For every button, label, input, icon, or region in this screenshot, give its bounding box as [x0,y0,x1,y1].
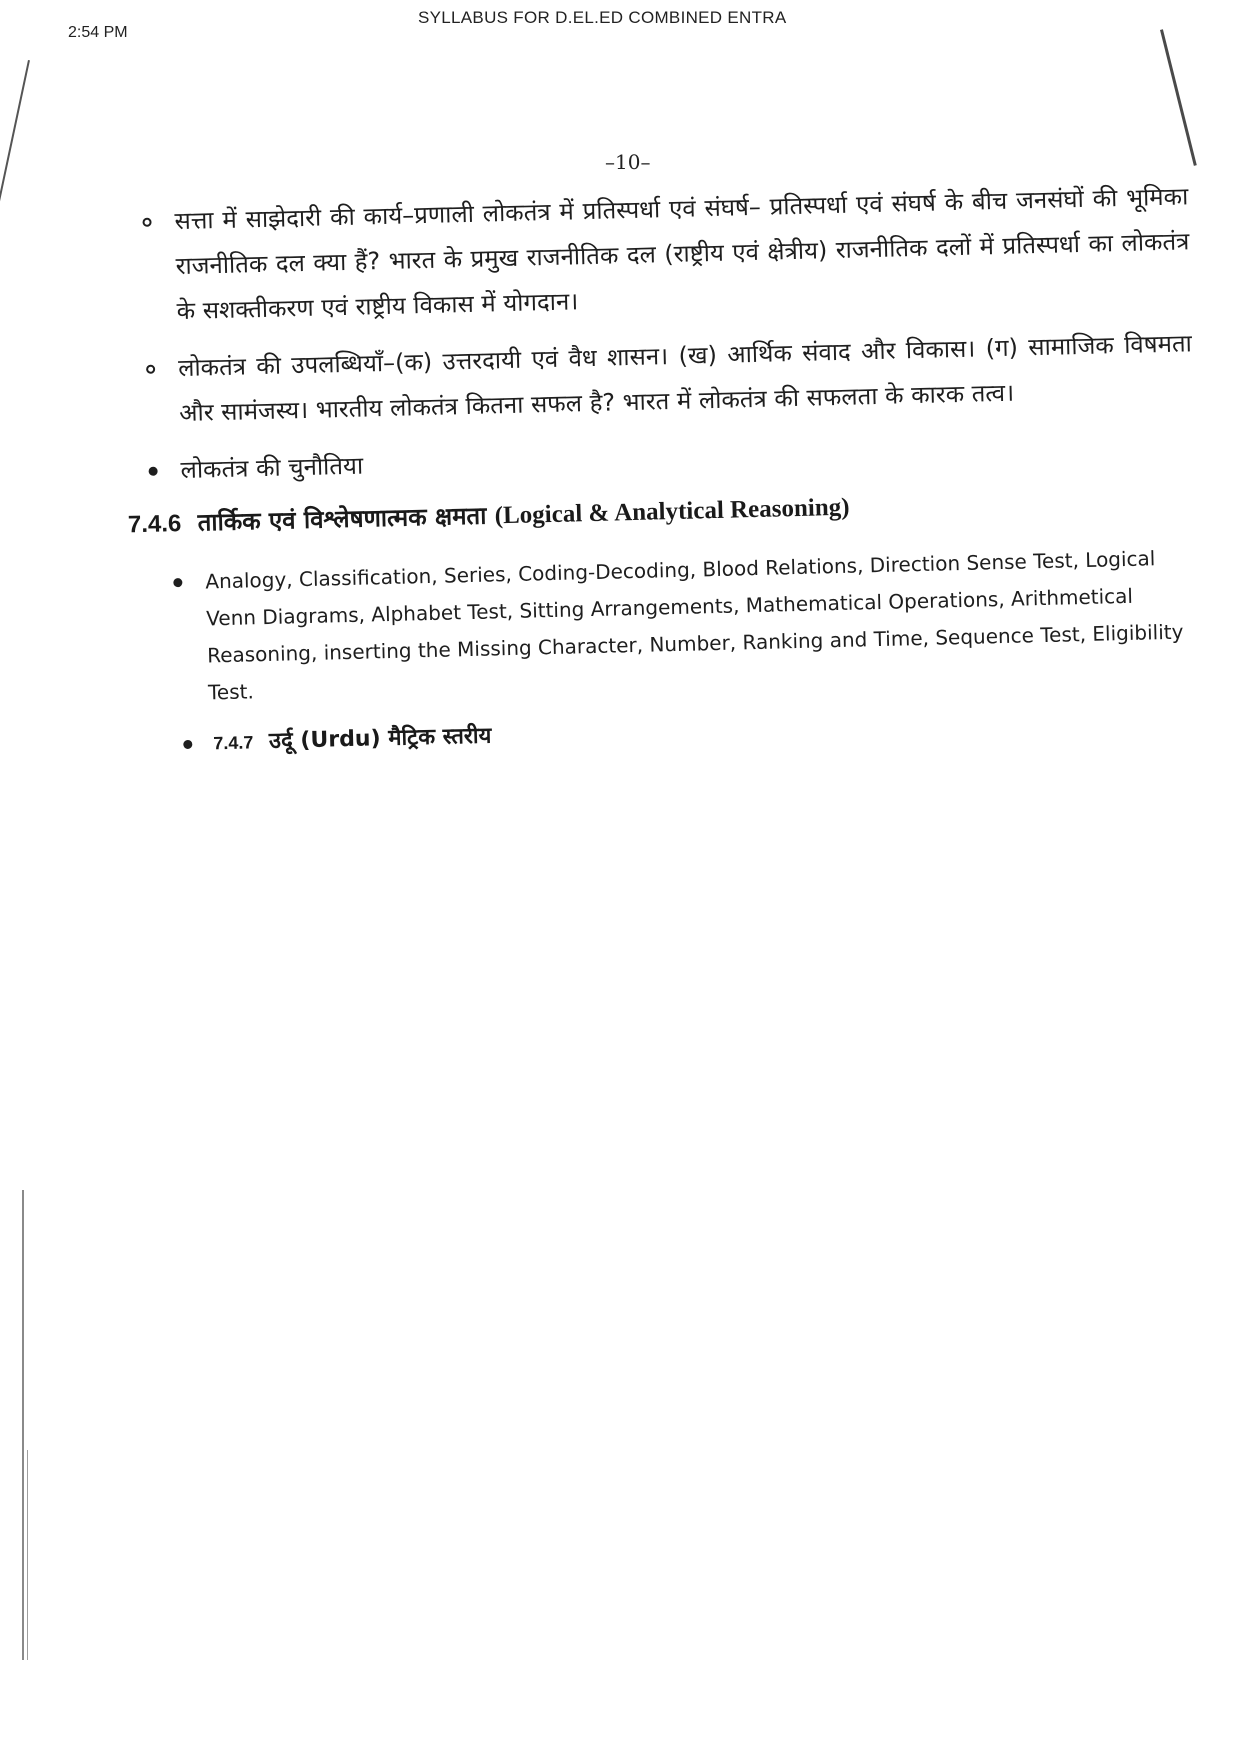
subsection-level: मैट्रिक स्तरीय [387,723,492,752]
hollow-bullet-icon [146,365,155,374]
list-item-text: लोकतंत्र की चुनौतिया [180,451,364,485]
scan-artifact-left-line [0,60,30,236]
subsection-number: 7.4.7 [213,732,254,754]
page-content [127,174,1201,762]
filled-bullet-icon [173,578,182,587]
filled-bullet-icon [149,467,158,476]
timestamp: 2:54 PM [68,24,128,41]
scan-artifact-right-line [1160,29,1197,166]
list-item-democracy-achievements [142,321,1194,437]
list-item-reasoning-topics [147,539,1200,713]
running-header: SYLLABUS FOR D.EL.ED COMBINED ENTRA [418,8,787,27]
section-title-hindi: तार्किक एवं विश्लेषणात्मक क्षमता [197,501,487,537]
subsection-title-english: (Urdu) [300,726,381,754]
list-item-urdu [151,701,1202,763]
scan-artifact-left-edge [22,1190,24,1660]
subsection-title-hindi: उर्दू [268,728,294,754]
list-item-text: Analogy, Classification, Series, Coding-Decoding, Blood Relations, Direction Sense Test, Logical Venn Diagrams, Alphabet Test, Sitting Arrangements, Mathematical Operations, Arithmetical Reasoning, inserting the Missing Character, Number, Ranking and Time, Sequence Test, Eligibility Test. [205,546,1184,705]
scan-artifact-left-edge-2 [27,1450,28,1660]
hollow-bullet-icon [142,218,151,227]
filled-bullet-icon [183,740,192,749]
section-number: 7.4.6 [127,510,182,539]
list-item-text: सत्ता में साझेदारी की कार्य–प्रणाली लोकतंत्र में प्रतिस्पर्धा एवं संघर्ष– प्रतिस्पर्धा एवं संघर्ष के बीच जनसंघों की भूमिका राजनीतिक दल क्या हैं? भारत के प्रमुख राजनीतिक दल (राष्ट्रीय एवं क्षेत्रीय) राजनीतिक दलों में प्रतिस्पर्धा का लोकतंत्र के सशक्तीकरण एवं राष्ट्रीय विकास में योगदान। [174,182,1190,326]
list-item-text: लोकतंत्र की उपलब्धियाँ–(क) उत्तरदायी एवं वैध शासन। (ख) आर्थिक संवाद और विकास। (ग) सामाजिक विषमता और सामंजस्य। भारतीय लोकतंत्र कितना सफल है? भारत में लोकतंत्र की सफलता के कारक तत्व। [177,329,1193,428]
list-item-power-sharing [138,174,1191,335]
section-title-english: (Logical & Analytical Reasoning) [494,493,850,530]
page-number: –10– [605,150,651,174]
